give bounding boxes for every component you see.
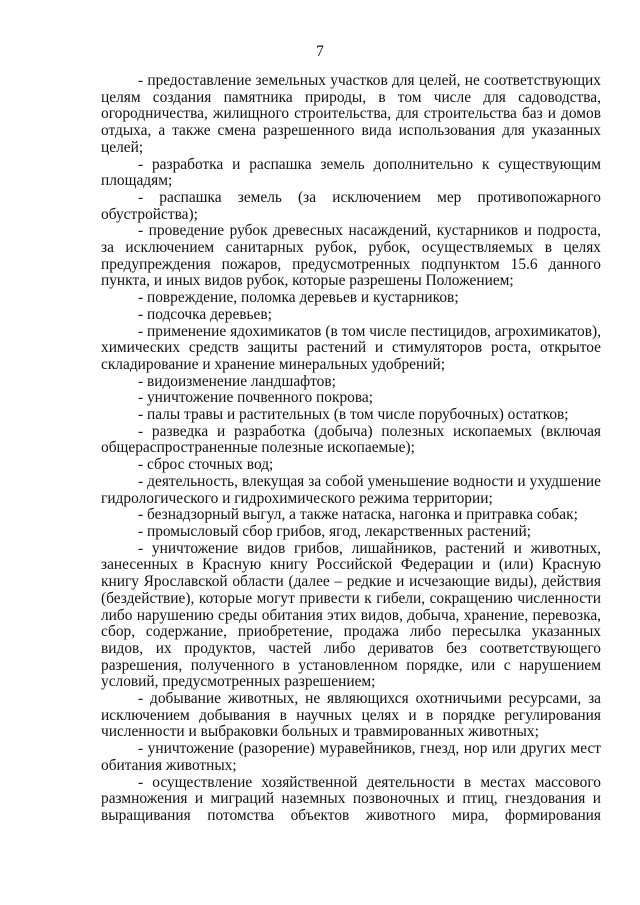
list-item: - уничтожение почвенного покрова; (138, 389, 374, 407)
list-item: - безнадзорный выгул, а также натаска, нагонка и притравка собак; (138, 506, 578, 524)
list-item: - применение ядохимикатов (в том числе пестицидов, агрохимикатов), химических средств защиты растений и стимуляторов роста, открытое складирование и хранение минеральных удобрений; (101, 322, 601, 373)
list-item: - распашка земель (за исключением мер противопожарного обустройства); (101, 188, 601, 223)
list-item: - осуществление хозяйственной деятельности в местах массового размножения и миграций наземных позвоночных и птиц, гнездования и выращивания потомства объектов животного мира, формирования (101, 773, 601, 824)
list-item: - разведка и разработка (добыча) полезных ископаемых (включая общераспространенные полезные ископаемые); (101, 422, 601, 457)
page-number: 7 (316, 43, 324, 60)
list-item: - сброс сточных вод; (138, 456, 274, 474)
list-item: - видоизменение ландшафтов; (138, 372, 336, 390)
list-item: - повреждение, поломка деревьев и кустарников; (138, 289, 459, 307)
list-item: - добывание животных, не являющихся охотничьими ресурсами, за исключением добывания в научных целях и в порядке регулирования численности и выбраковки больных и травмированных животных; (101, 690, 601, 741)
list-item: - промысловый сбор грибов, ягод, лекарственных растений; (138, 522, 531, 540)
list-item: - разработка и распашка земель дополнительно к существующим площадям; (101, 155, 601, 190)
list-item: - предоставление земельных участков для целей, не соответствующих целям создания памятника природы, в том числе для садоводства, огородничества, жилищного строительства, для строительства баз и домов отдыха, а также смена разрешенного вида использования для указанных целей; (101, 72, 601, 156)
body-text (101, 73, 601, 825)
list-item: - деятельность, влекущая за собой уменьшение водности и ухудшение гидрологического и гидрохимического режима территории; (101, 472, 601, 507)
list-item: - палы травы и растительных (в том числе порубочных) остатков; (138, 406, 569, 424)
list-item: - уничтожение (разорение) муравейников, гнезд, нор или других мест обитания животных; (101, 740, 601, 774)
list-item: - подсочка деревьев; (138, 305, 272, 323)
list-item: - проведение рубок древесных насаждений, кустарников и подроста, за исключением санитарных рубок, рубок, осуществляемых в целях предупреждения пожаров, предусмотренных подпунктом 15.6 данного пункта, и иных видов рубок, которые разрешены Положением; (101, 222, 601, 290)
list-item: - уничтожение видов грибов, лишайников, растений и животных, занесенных в Красную книгу Российской Федерации и (или) Красную книгу Ярославской области (далее – редкие и исчезающие виды), действия (бездействие), которые могут привести к гибели, сокращению численности либо нарушению среды обитания этих видов, добыча, хранение, перевозка, сбор, содержание, приобретение, продажа либо пересылка указанных видов, их продуктов, частей либо дериватов без соответствующего разрешения, полученного в установленном порядке, или с нарушением условий, предусмотренных разрешением; (101, 539, 601, 691)
